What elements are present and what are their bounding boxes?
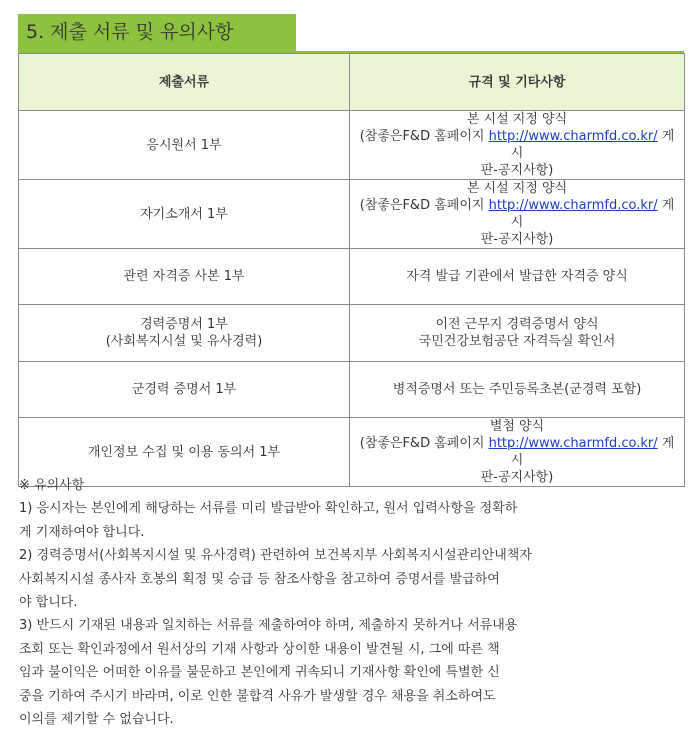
table-row	[19, 249, 685, 305]
table-header-row	[19, 54, 685, 111]
spec-cell	[350, 362, 685, 418]
table-row	[19, 111, 685, 180]
spec-cell	[350, 305, 685, 362]
spec-text: 본 시설 지정 양식	[466, 112, 568, 127]
document-cell	[19, 180, 350, 249]
note-line: 조회 또는 확인과정에서 원서상의 기재 사항과 상이한 내용이 발견될 시, 그에 따른 책	[19, 641, 500, 657]
document-name: 군경력 증명서 1부	[131, 382, 237, 397]
note-line: 야 합니다.	[19, 595, 78, 611]
document-cell	[19, 305, 350, 362]
document-name: 응시원서 1부	[146, 137, 222, 153]
note-line: 게 기재하여야 합니다.	[19, 524, 145, 540]
table-row	[19, 362, 685, 418]
ref-tail: 판-공지사항)	[480, 232, 554, 247]
document-cell	[19, 249, 350, 305]
spec-cell	[350, 111, 685, 180]
spec-text: 별첨 양식	[489, 419, 545, 434]
notes-heading: ※ 유의사항	[19, 478, 85, 493]
document-cell	[19, 111, 350, 180]
homepage-link[interactable]: http://www.charmfd.co.kr/	[488, 129, 658, 144]
document-name: 자기소개서 1부	[140, 206, 228, 222]
spec-text: 본 시설 지정 양식	[466, 181, 568, 196]
table-row	[19, 180, 685, 249]
ref-prefix: (참좋은F&D 홈페이지	[359, 436, 489, 451]
note-line: 사회복지시설 종사자 호봉의 획정 및 승급 등 참조사항을 참고하여 증명서를 발급하여	[19, 571, 500, 587]
homepage-link[interactable]: http://www.charmfd.co.kr/	[488, 198, 658, 213]
spec-reference	[356, 128, 678, 162]
document-name: 경력증명서 1부	[140, 317, 228, 332]
spec-text: 자격 발급 기관에서 발급한 자격증 양식	[406, 269, 628, 284]
table-row	[19, 305, 685, 362]
note-line: 중을 기하여 주시기 바라며, 이로 인한 불합격 사유가 발생할 경우 채용을 취소하여도	[19, 688, 496, 704]
document-name: 관련 자격증 사본 1부	[123, 269, 245, 284]
ref-prefix: (참좋은F&D 홈페이지	[359, 129, 489, 144]
spec-text: 이전 근무지 경력증명서 양식	[435, 317, 599, 332]
document-cell	[19, 362, 350, 418]
note-line: 이의를 제기할 수 없습니다.	[19, 712, 174, 728]
ref-suffix: 게시	[510, 436, 675, 468]
note-line: 2) 경력증명서(사회복지시설 및 유사경력) 관련하여 보건복지부 사회복지시설관리안내책자	[19, 548, 532, 564]
spec-reference	[356, 435, 678, 469]
note-line: 임과 불이익은 어떠한 이유를 불문하고 본인에게 귀속되니 기재사항 확인에 특별한 신	[19, 665, 500, 681]
document-note: (사회복지시설 및 유사경력)	[105, 334, 263, 349]
column-header-documents: 제출서류	[19, 54, 350, 111]
homepage-link[interactable]: http://www.charmfd.co.kr/	[488, 436, 658, 451]
ref-suffix: 게시	[510, 129, 675, 161]
document-name: 개인정보 수집 및 이용 동의서 1부	[87, 444, 281, 460]
note-line: 3) 반드시 기재된 내용과 일치하는 서류를 제출하여야 하며, 제출하지 못하거나 서류내용	[19, 618, 518, 634]
documents-table	[18, 53, 685, 487]
spec-cell	[350, 249, 685, 305]
ref-tail: 판-공지사항)	[480, 470, 554, 485]
spec-reference	[356, 197, 678, 231]
spec-cell	[350, 180, 685, 249]
spec-text: 국민건강보험공단 자격득실 확인서	[418, 334, 616, 349]
ref-tail: 판-공지사항)	[480, 163, 554, 178]
ref-prefix: (참좋은F&D 홈페이지	[359, 198, 489, 213]
column-header-specs: 규격 및 기타사항	[350, 54, 685, 111]
section-title: 5. 제출 서류 및 유의사항	[18, 14, 296, 51]
note-line: 1) 응시자는 본인에게 해당하는 서류를 미리 발급받아 확인하고, 원서 입력사항을 정확하	[19, 501, 518, 517]
ref-suffix: 게시	[510, 198, 675, 230]
notes-section	[19, 474, 684, 731]
spec-text: 병적증명서 또는 주민등록초본(군경력 포함)	[392, 382, 642, 397]
